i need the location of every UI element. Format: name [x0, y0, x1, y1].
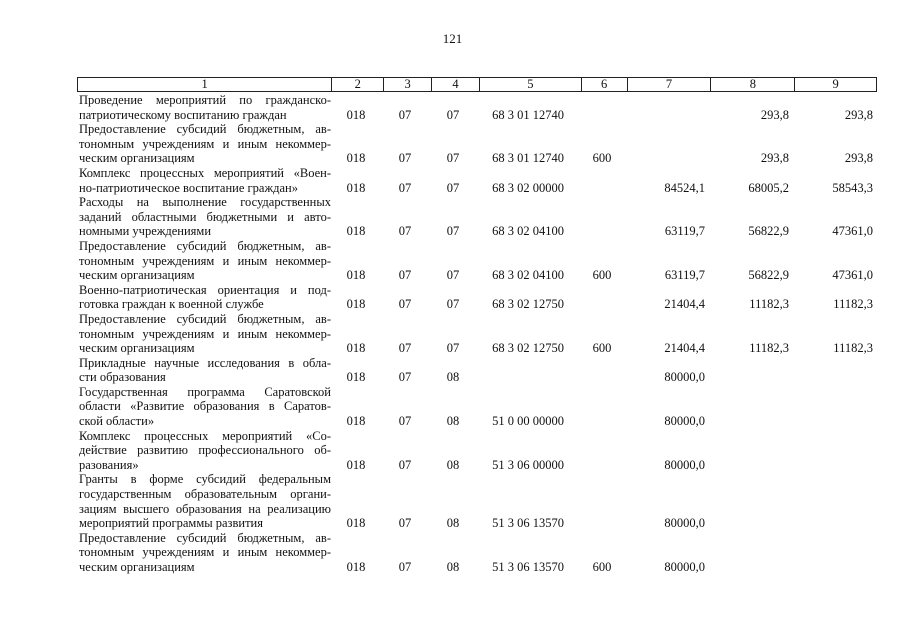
cell-csr: 68 3 01 12740	[492, 151, 564, 166]
row-name	[79, 283, 331, 312]
table-row	[79, 429, 877, 473]
row-name-line: Государственная программа Саратовской	[79, 384, 331, 399]
row-name-line: патриотическому воспитанию граждан	[79, 107, 287, 122]
cell-grbs: 018	[346, 268, 366, 283]
cell-y1: 63119,7	[664, 268, 705, 283]
cell-pr: 08	[446, 560, 460, 574]
cell-pr: 07	[446, 224, 460, 239]
row-name-line: сти образования	[79, 370, 166, 385]
cell-y3: 47361,0	[832, 268, 873, 283]
cell-pr: 08	[446, 370, 460, 385]
cell-vr: 600	[592, 151, 612, 166]
row-name-line: Расходы на выполнение государственных	[79, 195, 331, 210]
row-name-line: готовка граждан к военной службе	[79, 297, 264, 312]
cell-grbs: 018	[346, 560, 366, 574]
cell-y1: 21404,4	[664, 341, 705, 356]
table-row	[79, 122, 877, 166]
cell-y1: 21404,4	[664, 297, 705, 312]
table-row	[79, 195, 877, 239]
cell-csr: 51 3 06 13570	[492, 560, 564, 574]
cell-rz: 07	[398, 560, 412, 574]
cell-csr: 68 3 02 04100	[492, 224, 564, 239]
cell-rz: 07	[398, 341, 412, 356]
cell-y2: 68005,2	[748, 180, 789, 195]
cell-grbs: 018	[346, 224, 366, 239]
cell-grbs: 018	[346, 370, 366, 385]
table-header-row	[77, 77, 877, 92]
column-header-6: 6	[581, 78, 627, 91]
row-name-line: Предоставление субсидий бюджетным, ав-	[79, 311, 331, 326]
column-header-2: 2	[331, 78, 383, 91]
cell-pr: 07	[446, 180, 460, 195]
row-name	[79, 531, 331, 575]
cell-pr: 08	[446, 414, 460, 429]
column-header-5: 5	[479, 78, 581, 91]
table-row	[79, 283, 877, 312]
cell-vr: 600	[592, 341, 612, 356]
cell-y3: 58543,3	[832, 180, 873, 195]
row-name-line: ческим организациям	[79, 560, 195, 574]
cell-rz: 07	[398, 370, 412, 385]
cell-y2: 11182,3	[749, 297, 789, 312]
cell-csr: 68 3 02 04100	[492, 268, 564, 283]
cell-rz: 07	[398, 151, 412, 166]
row-name-line: но-патриотическое воспитание граждан»	[79, 180, 298, 195]
cell-grbs: 018	[346, 414, 366, 429]
row-name-line: Прикладные научные исследования в обла-	[79, 355, 331, 370]
cell-grbs: 018	[346, 341, 366, 356]
row-name-line: государственным образовательным органи-	[79, 487, 331, 502]
table-row	[79, 93, 877, 122]
table-row	[79, 472, 877, 530]
cell-grbs: 018	[346, 180, 366, 195]
cell-csr: 68 3 02 00000	[492, 180, 564, 195]
column-header-3: 3	[383, 78, 431, 91]
row-name-line: Комплекс процессных мероприятий «Воен-	[79, 165, 331, 180]
row-name-line: ческим организациям	[79, 268, 195, 283]
row-name-line: тономным учреждениям и иным некоммер-	[79, 136, 331, 151]
row-name-line: Комплекс процессных мероприятий «Со-	[79, 428, 331, 443]
row-name-line: ской области»	[79, 414, 155, 429]
cell-grbs: 018	[346, 457, 366, 472]
cell-y1: 80000,0	[664, 414, 705, 429]
cell-csr: 51 3 06 13570	[492, 516, 564, 531]
cell-y3: 47361,0	[832, 224, 873, 239]
cell-y2: 293,8	[760, 151, 789, 166]
row-name-line: заданий областными бюджетными и авто-	[79, 209, 331, 224]
row-name	[79, 122, 331, 166]
row-name-line: Предоставление субсидий бюджетным, ав-	[79, 122, 331, 137]
cell-rz: 07	[398, 224, 412, 239]
table-row	[79, 385, 877, 429]
cell-y1: 80000,0	[664, 560, 705, 574]
cell-y2: 293,8	[760, 107, 789, 122]
budget-table	[79, 93, 877, 575]
cell-csr: 68 3 02 12750	[492, 341, 564, 356]
cell-pr: 07	[446, 268, 460, 283]
cell-pr: 07	[446, 107, 460, 122]
row-name	[79, 429, 331, 473]
row-name	[79, 385, 331, 429]
cell-csr: 68 3 01 12740	[492, 107, 564, 122]
row-name	[79, 356, 331, 385]
row-name-line: тономным учреждениям и иным некоммер-	[79, 253, 331, 268]
row-name-line: мероприятий программы развития	[79, 516, 263, 531]
row-name-line: области «Развитие образования в Саратов-	[79, 399, 331, 414]
cell-csr: 51 0 00 00000	[492, 414, 564, 429]
table-row	[79, 239, 877, 283]
cell-y2: 56822,9	[748, 224, 789, 239]
row-name	[79, 239, 331, 283]
cell-y3: 11182,3	[833, 341, 873, 356]
row-name-line: Проведение мероприятий по гражданско-	[79, 93, 331, 107]
column-header-8: 8	[710, 78, 794, 91]
cell-rz: 07	[398, 180, 412, 195]
cell-pr: 07	[446, 151, 460, 166]
cell-pr: 08	[446, 516, 460, 531]
cell-vr: 600	[592, 268, 612, 283]
cell-rz: 07	[398, 414, 412, 429]
row-name-line: Гранты в форме субсидий федеральным	[79, 472, 331, 487]
cell-vr: 600	[592, 560, 612, 574]
cell-grbs: 018	[346, 151, 366, 166]
cell-y1: 84524,1	[664, 180, 705, 195]
cell-y2: 56822,9	[748, 268, 789, 283]
column-header-9: 9	[794, 78, 876, 91]
cell-pr: 08	[446, 457, 460, 472]
row-name-line: зациям высшего образования на реализацию	[79, 501, 331, 516]
cell-csr: 68 3 02 12750	[492, 297, 564, 312]
cell-y1: 63119,7	[664, 224, 705, 239]
row-name	[79, 93, 331, 122]
column-header-1: 1	[201, 77, 208, 91]
row-name-line: ческим организациям	[79, 151, 195, 166]
row-name-line: Военно-патриотическая ориентация и под-	[79, 282, 331, 297]
table-row	[79, 166, 877, 195]
row-name-line: разования»	[79, 457, 139, 472]
cell-grbs: 018	[346, 107, 366, 122]
cell-y3: 293,8	[844, 107, 873, 122]
row-name-line: Предоставление субсидий бюджетным, ав-	[79, 530, 331, 545]
row-name	[79, 166, 331, 195]
cell-pr: 07	[446, 341, 460, 356]
cell-rz: 07	[398, 516, 412, 531]
cell-grbs: 018	[346, 297, 366, 312]
cell-y1: 80000,0	[664, 457, 705, 472]
row-name-line: номными учреждениями	[79, 224, 212, 239]
table-row	[79, 312, 877, 356]
column-header-4: 4	[431, 78, 479, 91]
cell-pr: 07	[446, 297, 460, 312]
cell-y2: 11182,3	[749, 341, 789, 356]
row-name	[79, 195, 331, 239]
cell-y1: 80000,0	[664, 516, 705, 531]
cell-rz: 07	[398, 457, 412, 472]
row-name-line: действие развитию профессионального об-	[79, 443, 331, 458]
table-row	[79, 531, 877, 575]
row-name-line: тономным учреждениям и иным некоммер-	[79, 545, 331, 560]
cell-y3: 293,8	[844, 151, 873, 166]
row-name-line: тономным учреждениям и иным некоммер-	[79, 326, 331, 341]
cell-y3: 11182,3	[833, 297, 873, 312]
row-name	[79, 472, 331, 530]
column-header-7: 7	[627, 78, 711, 91]
row-name-line: ческим организациям	[79, 341, 195, 356]
cell-rz: 07	[398, 297, 412, 312]
table-row	[79, 356, 877, 385]
cell-rz: 07	[398, 268, 412, 283]
cell-y1: 80000,0	[664, 370, 705, 385]
cell-grbs: 018	[346, 516, 366, 531]
row-name	[79, 312, 331, 356]
row-name-line: Предоставление субсидий бюджетным, ав-	[79, 238, 331, 253]
cell-csr: 51 3 06 00000	[492, 457, 564, 472]
cell-rz: 07	[398, 107, 412, 122]
page-number: 121	[442, 31, 463, 46]
